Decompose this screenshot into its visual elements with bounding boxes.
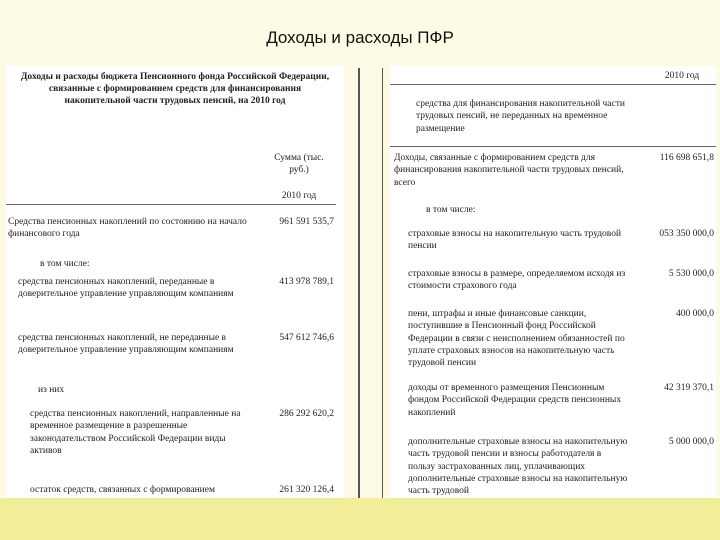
page-binding-line-left bbox=[358, 68, 360, 498]
table-row-rule bbox=[390, 146, 716, 147]
table-row-label: средства пенсионных накоплений, направленные на временное размещение в разрешенные законодательством Российской Федерации виды активов bbox=[30, 409, 241, 457]
table-row-value: 5 000 000,0 bbox=[668, 437, 714, 447]
document-heading: Доходы и расходы бюджета Пенсионного фонда Российской Федерации, связанные с формированием средств для финансирования накопительной части трудовых пенсий, на 2010 год bbox=[20, 72, 330, 106]
table-row-value: 400 000,0 bbox=[676, 309, 714, 319]
left-document-page bbox=[6, 66, 344, 498]
table-row-value: 286 292 620,2 bbox=[279, 409, 334, 419]
table-row-value: 547 612 746,6 bbox=[279, 333, 334, 343]
table-row-label: пени, штрафы и иные финансовые санкции, поступившие в Пенсионный фонд Российской Федерации в связи с неисполнением обязанностей по уплате страховых взносов на накопительную часть трудовой пенсии bbox=[408, 309, 625, 369]
table-row-value: 413 978 789,1 bbox=[279, 277, 334, 287]
sum-header: Сумма (тыс. руб.) bbox=[274, 153, 324, 176]
table-row-label: из них bbox=[38, 385, 65, 395]
footer-bar bbox=[0, 498, 720, 540]
table-row-label: Доходы, связанные с формированием средств для финансирования накопительной части трудовых пенсий, всего bbox=[394, 153, 624, 188]
slide-title: Доходы и расходы ПФР bbox=[266, 28, 454, 47]
table-row-label: средства пенсионных накоплений, не переданные в доверительное управление управляющим компаниям bbox=[18, 333, 234, 356]
table-row-label: остаток средств, связанных с формированием bbox=[30, 485, 215, 495]
table-row-label: доходы от временного размещения Пенсионным фондом Российской Федерации средств пенсионных накоплений bbox=[408, 383, 622, 418]
table-row-value: 053 350 000,0 bbox=[659, 229, 714, 239]
table-row-label: в том числе: bbox=[40, 259, 90, 269]
table-header-rule bbox=[6, 204, 336, 205]
year-header: 2010 год bbox=[281, 191, 317, 201]
table-row-value: 42 319 370,1 bbox=[664, 383, 714, 393]
table-row-label: страховые взносы в размере, определяемом исходя из стоимости страхового года bbox=[408, 269, 626, 292]
table-row-label: дополнительные страховые взносы на накопительную часть трудовой пенсии и взносы работодателя в пользу застрахованных лиц, уплачивающих дополнительные страховые взносы на накопительную часть трудовой bbox=[408, 437, 628, 497]
table-row-label: средства пенсионных накоплений, переданные в доверительное управление управляющим компаниям bbox=[18, 277, 234, 300]
year-header: 2010 год bbox=[664, 71, 700, 81]
table-row-value: 116 698 651,8 bbox=[659, 153, 714, 163]
table-row-value: 961 591 535,7 bbox=[279, 217, 334, 227]
table-row-label: в том числе: bbox=[426, 205, 476, 215]
table-row-value: 5 530 000,0 bbox=[668, 269, 714, 279]
page-binding-line-right bbox=[382, 68, 383, 498]
table-row-label: Средства пенсионных накоплений по состоянию на начало финансового года bbox=[8, 217, 247, 240]
right-document-page bbox=[390, 66, 716, 498]
table-header-rule bbox=[390, 84, 716, 85]
table-row-label: страховые взносы на накопительную часть трудовой пенсии bbox=[408, 229, 622, 252]
table-row-value: 261 320 126,4 bbox=[279, 485, 334, 495]
table-row-label: средства для финансирования накопительной части трудовых пенсий, не переданных на временное размещение bbox=[416, 99, 625, 134]
